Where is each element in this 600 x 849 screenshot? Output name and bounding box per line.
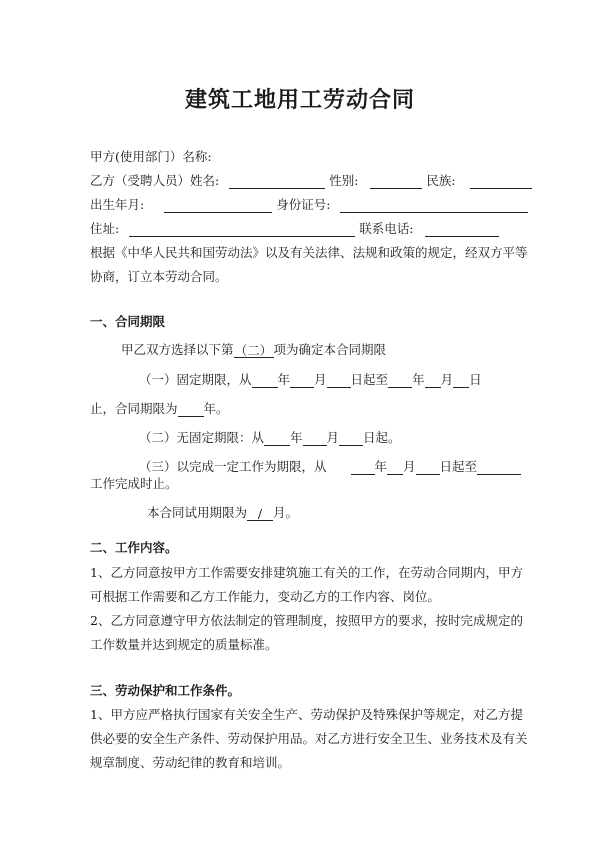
fixed-end-day[interactable]	[453, 373, 469, 388]
section-2-p1-line1: 1、乙方同意按甲方工作需要安排建筑施工有关的工作，在劳动合同期内，甲方	[90, 565, 523, 580]
gender-label: 性别:	[329, 173, 359, 188]
duration-prefix: 止，合同期限为	[90, 401, 178, 416]
open-term-line	[139, 430, 401, 446]
probation-line	[147, 505, 298, 521]
task-end-field[interactable]	[477, 460, 521, 475]
task-term-line	[139, 459, 521, 475]
year-label: 年	[277, 372, 291, 387]
section-2-p2-line1: 2、乙方同意遵守甲方依法制定的管理制度，按照甲方的要求，按时完成规定的	[90, 613, 523, 628]
day-from-label: 日起至	[439, 459, 478, 474]
fixed-start-day[interactable]	[327, 373, 351, 388]
open-term-prefix: （二）无固定期限：从	[139, 430, 265, 445]
section-3-heading: 三、劳动保护和工作条件。	[90, 683, 241, 698]
id-label: 身份证号:	[276, 197, 331, 212]
task-term-end-line: 工作完成时止。	[90, 476, 178, 491]
year-label: 年	[412, 372, 425, 387]
fixed-term-prefix: （一）固定期限，从	[139, 372, 252, 387]
open-start-month[interactable]	[303, 431, 327, 446]
month-label: 月	[314, 372, 327, 387]
phone-label: 联系电话:	[359, 221, 414, 236]
party-b-line	[90, 173, 532, 189]
fixed-term-duration-line	[90, 401, 229, 417]
intro-line-1: 根据《中华人民共和国劳动法》以及有关法律、法规和政策的规定，经双方平等	[90, 245, 528, 260]
birth-id-line	[90, 197, 528, 213]
day-label: 日	[469, 372, 482, 387]
section-3-p1-line1: 1、甲方应严格执行国家有关安全生产、劳动保护及特殊保护等规定，对乙方提	[90, 707, 523, 722]
fixed-start-year[interactable]	[252, 373, 278, 388]
section-1-heading: 一、合同期限	[90, 314, 166, 329]
task-start-month[interactable]	[387, 460, 403, 475]
probation-suffix: 月。	[273, 505, 299, 520]
probation-prefix: 本合同试用期限为	[147, 505, 248, 520]
id-number-field[interactable]	[340, 198, 528, 213]
month-label: 月	[403, 459, 416, 474]
task-start-day[interactable]	[416, 460, 440, 475]
year-label: 年	[290, 430, 303, 445]
term-choice-prefix: 甲乙双方选择以下第	[121, 342, 234, 357]
month-label: 月	[440, 372, 454, 387]
phone-field[interactable]	[425, 222, 499, 237]
gender-field[interactable]	[370, 174, 422, 189]
probation-value[interactable]: /	[247, 506, 273, 521]
address-field[interactable]	[129, 222, 355, 237]
section-3-p1-line3: 规章制度、劳动纪律的教育和培训。	[90, 755, 291, 770]
ethnicity-field[interactable]	[470, 174, 532, 189]
party-a-line	[90, 149, 212, 165]
fixed-start-month[interactable]	[290, 373, 314, 388]
name-field[interactable]	[229, 174, 325, 189]
fixed-term-line	[139, 372, 482, 388]
term-choice-suffix: 项为确定本合同期限	[273, 342, 387, 357]
term-choice-value[interactable]: （二）	[234, 343, 273, 358]
party-a-label: 甲方(使用部门）名称:	[90, 149, 212, 164]
section-2-p1-line2: 可根据工作需要和乙方工作能力，变动乙方的工作内容、岗位。	[90, 589, 441, 604]
party-b-name-label: 乙方（受聘人员）姓名:	[90, 173, 220, 188]
duration-suffix: 年。	[203, 401, 229, 416]
intro-line-2: 协商，订立本劳动合同。	[90, 269, 228, 284]
month-label: 月	[326, 430, 340, 445]
fixed-end-year[interactable]	[388, 373, 412, 388]
task-start-year[interactable]	[351, 460, 375, 475]
term-choice-line	[121, 342, 386, 358]
day-from-label: 日起至	[350, 372, 389, 387]
address-label: 住址:	[90, 221, 120, 236]
ethnicity-label: 民族:	[426, 173, 456, 188]
day-start-label: 日起。	[363, 430, 401, 445]
section-3-p1-line2: 供必要的安全生产条件、劳动保护用品。对乙方进行安全卫生、业务技术及有关	[90, 731, 528, 746]
birth-label: 出生年月:	[90, 197, 145, 212]
birth-field[interactable]	[164, 198, 272, 213]
duration-years-field[interactable]	[178, 402, 204, 417]
year-label: 年	[374, 459, 388, 474]
open-start-year[interactable]	[264, 431, 290, 446]
section-2-p2-line2: 工作数量并达到规定的质量标准。	[90, 637, 278, 652]
address-line	[90, 221, 499, 237]
fixed-end-month[interactable]	[425, 373, 441, 388]
open-start-day[interactable]	[339, 431, 363, 446]
task-term-prefix: （三）以完成一定工作为期限，从	[139, 459, 327, 474]
document-title: 建筑工地用工劳动合同	[184, 87, 415, 113]
section-2-heading: 二、工作内容。	[90, 540, 178, 555]
